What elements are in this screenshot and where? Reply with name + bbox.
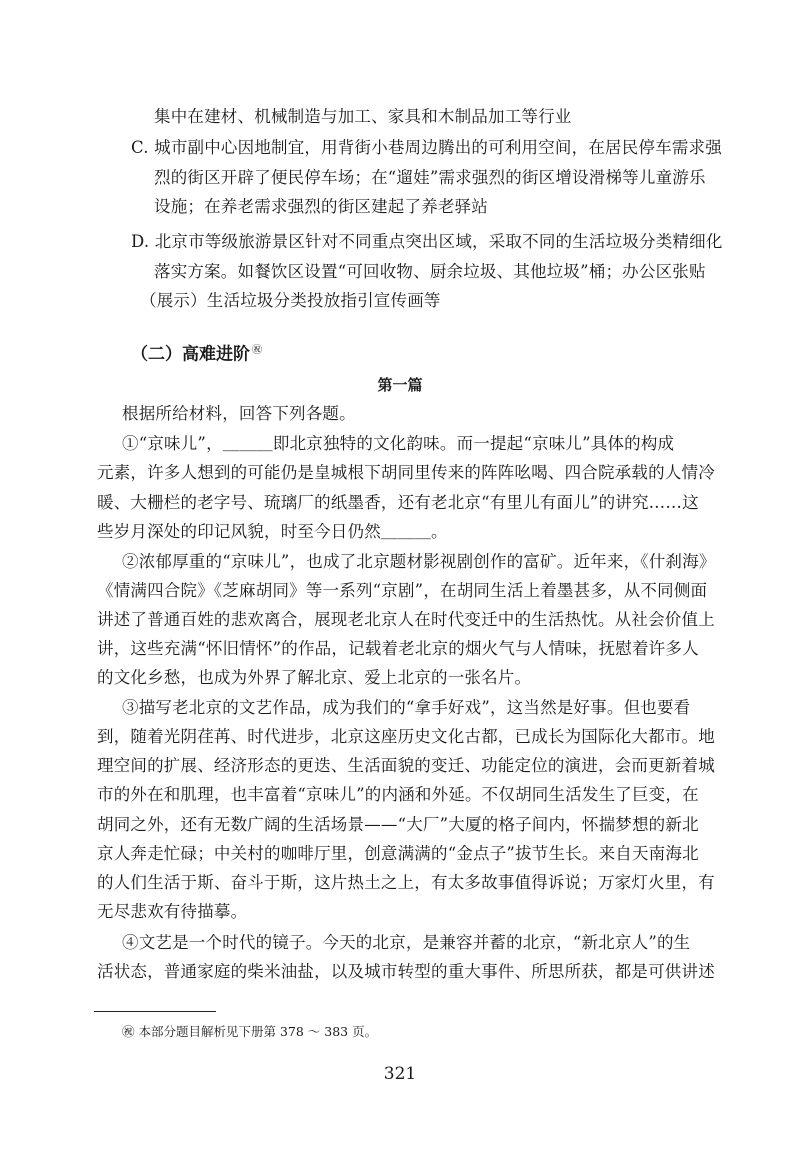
paragraph-3-line-8: 无尽悲欢有待描摹。: [97, 902, 248, 921]
paragraph-3-line-6: 京人奔走忙碌；中关村的咖啡厅里，创意满满的“金点子”拔节生长。来自天南海北: [97, 844, 699, 863]
paragraph-1-line-4: 些岁月深处的印记风貌，时至今日仍然＿＿＿。: [97, 522, 448, 541]
page-number: 321: [383, 1064, 417, 1084]
paragraph-2-line-2: 《情满四合院》《芝麻胡同》等一系列“京剧”，在胡同生活上着墨甚多，从不同侧面: [97, 581, 708, 600]
paragraph-2-line-4: 讲，这些充满“怀旧情怀”的作品，记载着老北京的烟火气与人情味，抚慰着许多人: [97, 639, 699, 658]
paragraph-1-line-2: 元素，许多人想到的可能仍是皇城根下胡同里传来的阵阵吆喝、四合院承载的人情冷: [97, 463, 715, 482]
paragraph-3-line-2: 到，随着光阴荏苒、时代进步，北京这座历史文化古都，已成长为国际化大都市。地: [97, 727, 715, 746]
option-d-line-1: D. 北京市等级旅游景区针对不同重点突出区域，采取不同的生活垃圾分类精细化: [131, 232, 723, 251]
option-b-continuation: 集中在建材、机械制造与加工、家具和木制品加工等行业: [154, 107, 572, 126]
section-heading: [131, 339, 262, 367]
paragraph-3-line-5: 胡同之外，还有无数广阔的生活场景——“大厂”大厦的格子间内，怀揣梦想的新北: [97, 815, 699, 834]
paragraph-1-line-1: ①“京味儿”，＿＿＿即北京独特的文化韵味。而一提起“京味儿”具体的构成: [122, 434, 675, 453]
article-title: 第一篇: [377, 376, 423, 394]
option-d-line-3: （展示）生活垃圾分类投放指引宣传画等: [140, 291, 441, 310]
paragraph-3-line-7: 的人们生活于斯、奋斗于斯，这片热土之上，有太多故事值得诉说；万家灯火里，有: [97, 873, 715, 892]
option-c-line-2: 烈的街区开辟了便民停车场；在“遛娃”需求强烈的街区增设滑梯等儿童游乐: [154, 168, 706, 187]
option-c-line-3: 设施；在养老需求强烈的街区建起了养老驿站: [154, 197, 488, 216]
paragraph-2-line-5: 的文化乡愁，也成为外界了解北京、爱上北京的一张名片。: [97, 668, 532, 687]
paragraph-4-line-2: 活状态，普通家庭的柴米油盐，以及城市转型的重大事件、所思所获，都是可供讲述: [97, 962, 715, 981]
footnote-divider: [94, 1011, 216, 1012]
footnote-mark-icon: ㊗: [252, 345, 262, 356]
paragraph-4-line-1: ④文艺是一个时代的镜子。今天的北京，是兼容并蓄的北京，“新北京人”的生: [122, 933, 691, 952]
footnote-text: ㊗ 本部分题目解析见下册第 378 ～ 383 页。: [122, 1024, 378, 1039]
option-c-line-1: C. 城市副中心因地制宜，用背街小巷周边腾出的可利用空间，在居民停车需求强: [131, 138, 722, 157]
paragraph-1-line-3: 暖、大栅栏的老字号、琉璃厂的纸墨香，还有老北京“有里儿有面儿”的讲究……这: [97, 493, 699, 512]
section-heading-text: （二）高难进阶: [131, 344, 250, 365]
paragraph-3-line-4: 市的外在和肌理，也丰富着“京味儿”的内涵和外延。不仅胡同生活发生了巨变，在: [97, 785, 699, 804]
paragraph-2-line-3: 讲述了普通百姓的悲欢离合，展现老北京人在时代变迁中的生活热忱。从社会价值上: [97, 610, 715, 629]
paragraph-2-line-1: ②浓郁厚重的“京味儿”，也成了北京题材影视剧创作的富矿。近年来，《什刹海》: [122, 552, 716, 571]
article-intro: 根据所给材料，回答下列各题。: [122, 404, 356, 423]
paragraph-3-line-1: ③描写老北京的文艺作品，成为我们的“拿手好戏”，这当然是好事。但也要看: [122, 698, 691, 717]
paragraph-3-line-3: 理空间的扩展、经济形态的更迭、生活面貌的变迁、功能定位的演进，会而更新着城: [97, 756, 715, 775]
option-d-line-2: 落实方案。如餐饮区设置“可回收物、厨余垃圾、其他垃圾”桶；办公区张贴: [154, 262, 706, 281]
